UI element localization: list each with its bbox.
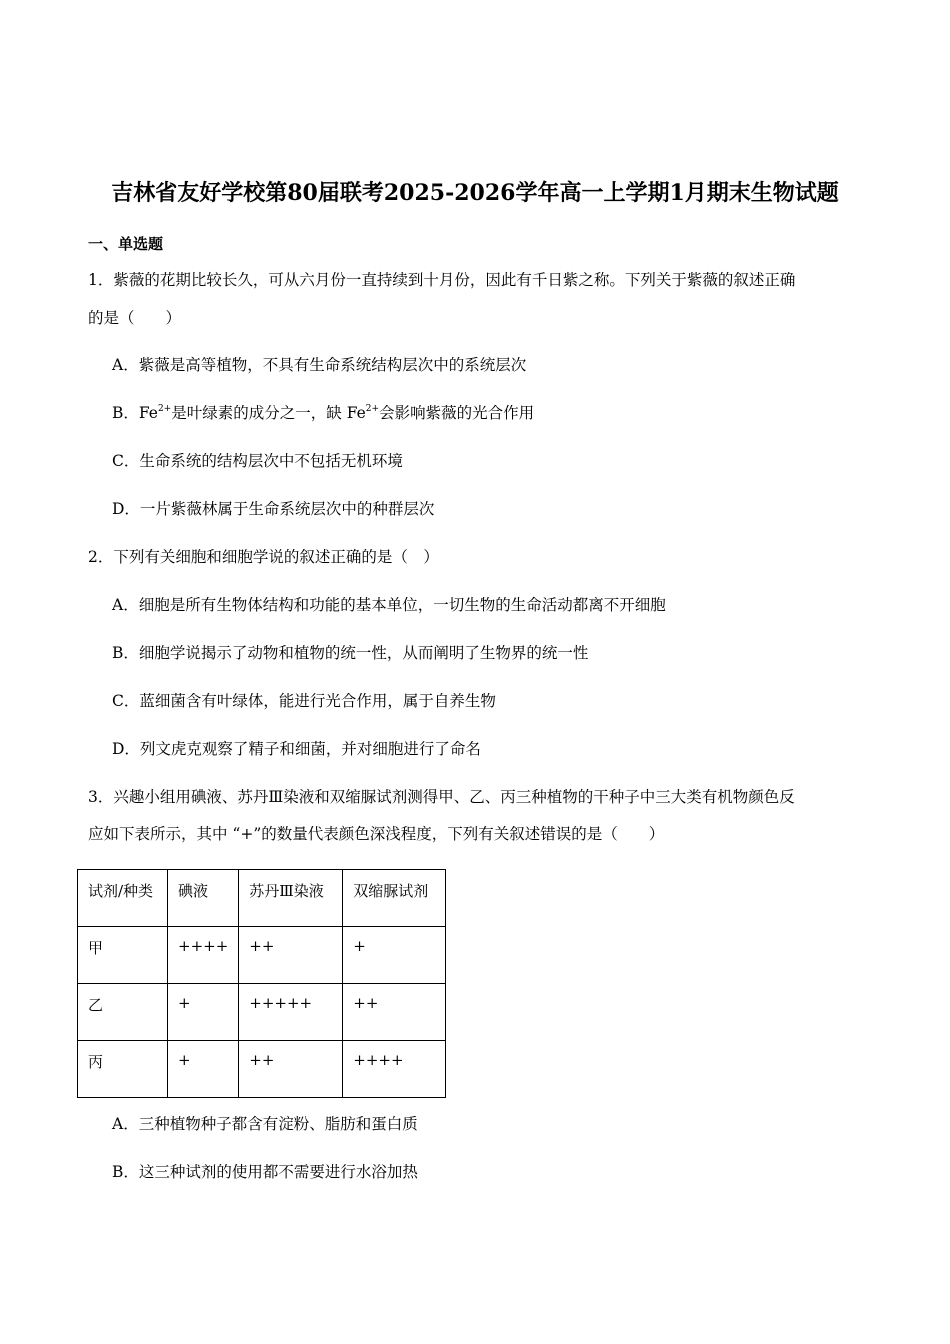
reagent-table bbox=[77, 869, 446, 1098]
table-header-row bbox=[78, 870, 446, 927]
table-cell: 甲 bbox=[78, 927, 168, 984]
table-row bbox=[78, 927, 446, 984]
table-cell: + bbox=[343, 927, 446, 984]
question-1-option-b: B．$Fe^{2+}$是叶绿素的成分之一，缺 $Fe^{2+}$会影响紫薇的光合作用 bbox=[112, 404, 535, 422]
question-1-option-d: D．一片紫薇林属于生命系统层次中的种群层次 bbox=[112, 500, 435, 518]
table-row bbox=[78, 984, 446, 1041]
table-header-cell: 试剂/种类 bbox=[78, 870, 168, 927]
table-cell: ++ bbox=[343, 984, 446, 1041]
question-2-stem: 2．下列有关细胞和细胞学说的叙述正确的是（ ） bbox=[88, 548, 439, 566]
table-cell: +++++ bbox=[239, 984, 343, 1041]
question-2-option-c: C．蓝细菌含有叶绿体，能进行光合作用，属于自养生物 bbox=[112, 692, 496, 710]
question-2-option-b: B．细胞学说揭示了动物和植物的统一性，从而阐明了生物界的统一性 bbox=[112, 644, 589, 662]
question-3-stem-cont: 应如下表所示，其中 “+”的数量代表颜色深浅程度，下列有关叙述错误的是（ ） bbox=[88, 825, 665, 843]
question-2-option-d: D．列文虎克观察了精子和细菌，并对细胞进行了命名 bbox=[112, 740, 481, 758]
question-3-option-b: B．这三种试剂的使用都不需要进行水浴加热 bbox=[112, 1163, 418, 1181]
page-title: 吉林省友好学校第80届联考2025-2026学年高一上学期1月期末生物试题 bbox=[111, 180, 839, 206]
table-header-cell: 碘液 bbox=[168, 870, 239, 927]
question-3-stem: 3．兴趣小组用碘液、苏丹Ⅲ染液和双缩脲试剂测得甲、乙、丙三种植物的干种子中三大类有机物颜色反 bbox=[88, 788, 795, 806]
table-header-cell: 苏丹Ⅲ染液 bbox=[239, 870, 343, 927]
table-cell: 丙 bbox=[78, 1041, 168, 1098]
question-3-option-a: A．三种植物种子都含有淀粉、脂肪和蛋白质 bbox=[112, 1115, 418, 1133]
question-1-stem-cont: 的是（ ） bbox=[88, 309, 182, 327]
table-cell: ++ bbox=[239, 1041, 343, 1098]
table-cell: ++++ bbox=[343, 1041, 446, 1098]
question-1-option-a: A．紫薇是高等植物，不具有生命系统结构层次中的系统层次 bbox=[112, 356, 527, 374]
question-2-option-a: A．细胞是所有生物体结构和功能的基本单位，一切生物的生命活动都离不开细胞 bbox=[112, 596, 666, 614]
table-row bbox=[78, 1041, 446, 1098]
table-cell: ++ bbox=[239, 927, 343, 984]
table-header-cell: 双缩脲试剂 bbox=[343, 870, 446, 927]
section-heading: 一、单选题 bbox=[88, 235, 164, 253]
table-cell: ++++ bbox=[168, 927, 239, 984]
table-cell: + bbox=[168, 1041, 239, 1098]
table-cell: 乙 bbox=[78, 984, 168, 1041]
question-1-option-c: C．生命系统的结构层次中不包括无机环境 bbox=[112, 452, 403, 470]
table-cell: + bbox=[168, 984, 239, 1041]
question-1-stem: 1．紫薇的花期比较长久，可从六月份一直持续到十月份，因此有千日紫之称。下列关于紫薇的叙述正确 bbox=[88, 271, 796, 289]
